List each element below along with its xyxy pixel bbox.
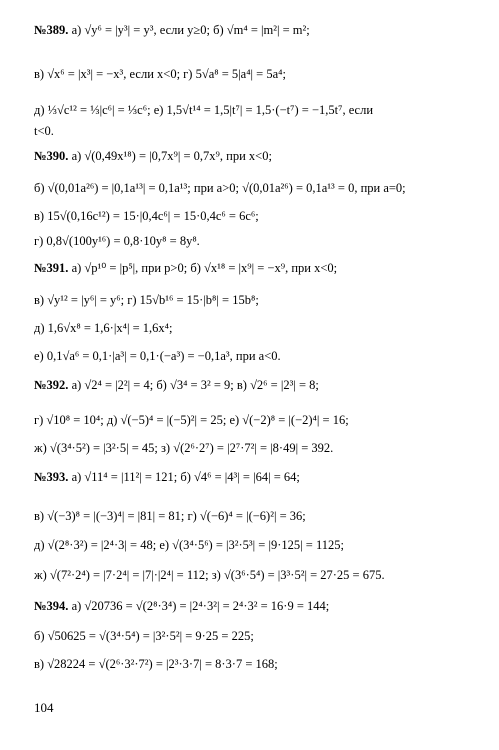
problem-391-line-1: [34, 258, 484, 278]
problem-number: №391.: [34, 261, 69, 275]
solution-line: в) √(−3)⁸ = |(−3)⁴| = |81| = 81; г) √(−6)⁴ = |(−6)²| = 36;: [34, 509, 306, 523]
solution-line: г) 0,8√(100y¹⁶) = 0,8·10y⁸ = 8y⁸.: [34, 234, 200, 248]
problem-number: №389.: [34, 23, 69, 37]
solution-text: а) √11⁴ = |11²| = 121; б) √4⁶ = |4³| = |64| = 64;: [71, 470, 300, 484]
solution-text: а) √p¹⁰ = |p⁵|, при p>0; б) √x¹⁸ = |x⁹| = −x⁹, при x<0;: [71, 261, 338, 275]
solution-line: в) √x⁶ = |x³| = −x³, если x<0; г) 5√a⁸ = 5|a⁴| = 5a⁴;: [34, 67, 286, 81]
problem-389-line-1: [34, 20, 484, 40]
solution-line: ж) √(7²·2⁴) = |7·2⁴| = |7|·|2⁴| = 112; з) √(3⁶·5⁴) = |3³·5²| = 27·25 = 675.: [34, 568, 385, 582]
problem-392-line-1: [34, 375, 484, 395]
solution-line: в) √y¹² = |y⁶| = y⁶; г) 15√b¹⁶ = 15·|b⁸| = 15b⁸;: [34, 293, 259, 307]
solution-line: ж) √(3⁴·5²) = |3²·5| = 45; з) √(2⁶·2⁷) = |2⁷·7²| = |8·49| = 392.: [34, 441, 334, 455]
solution-line: б) √50625 = √(3⁴·5⁴) = |3²·5²| = 9·25 = 225;: [34, 629, 254, 643]
solution-line: б) √(0,01a²⁶) = |0,1a¹³| = 0,1a¹³; при a>0; √(0,01a²⁶) = 0,1a¹³ = 0, при a=0;: [34, 181, 406, 195]
solution-text: а) √20736 = √(2⁸·3⁴) = |2⁴·3²| = 2⁴·3² = 16·9 = 144;: [71, 599, 330, 613]
solution-line: t<0.: [34, 124, 54, 138]
solution-text: а) √(0,49x¹⁸) = |0,7x⁹| = 0,7x⁹, при x<0;: [71, 149, 272, 163]
solution-line: д) ⅓√c¹² = ⅓|c⁶| = ⅓c⁶; е) 1,5√t¹⁴ = 1,5|t⁷| = 1,5·(−t⁷) = −1,5t⁷, если: [34, 103, 374, 117]
problem-390-line-1: [34, 146, 484, 166]
problem-394-line-1: [34, 596, 484, 616]
solution-line: д) 1,6√x⁸ = 1,6·|x⁴| = 1,6x⁴;: [34, 321, 173, 335]
problem-number: №390.: [34, 149, 69, 163]
page-number: 104: [34, 700, 54, 715]
solution-line: г) √10⁸ = 10⁴; д) √(−5)⁴ = |(−5)²| = 25; е) √(−2)⁸ = |(−2)⁴| = 16;: [34, 413, 349, 427]
solution-line: в) 15√(0,16c¹²) = 15·|0,4c⁶| = 15·0,4c⁶ = 6c⁶;: [34, 209, 259, 223]
solution-text: а) √y⁶ = |y³| = y³, если y≥0; б) √m⁴ = |m²| = m²;: [71, 23, 310, 37]
problem-number: №393.: [34, 470, 69, 484]
problem-number: №392.: [34, 378, 69, 392]
problem-393-line-1: [34, 467, 484, 487]
problem-number: №394.: [34, 599, 69, 613]
solution-text: а) √2⁴ = |2²| = 4; б) √3⁴ = 3² = 9; в) √2⁶ = |2³| = 8;: [71, 378, 319, 392]
solution-line: в) √28224 = √(2⁶·3²·7²) = |2³·3·7| = 8·3·7 = 168;: [34, 657, 278, 671]
solution-line: е) 0,1√a⁶ = 0,1·|a³| = 0,1·(−a³) = −0,1a³, при a<0.: [34, 349, 281, 363]
solution-line: д) √(2⁸·3²) = |2⁴·3| = 48; е) √(3⁴·5⁶) = |3²·5³| = |9·125| = 1125;: [34, 538, 344, 552]
